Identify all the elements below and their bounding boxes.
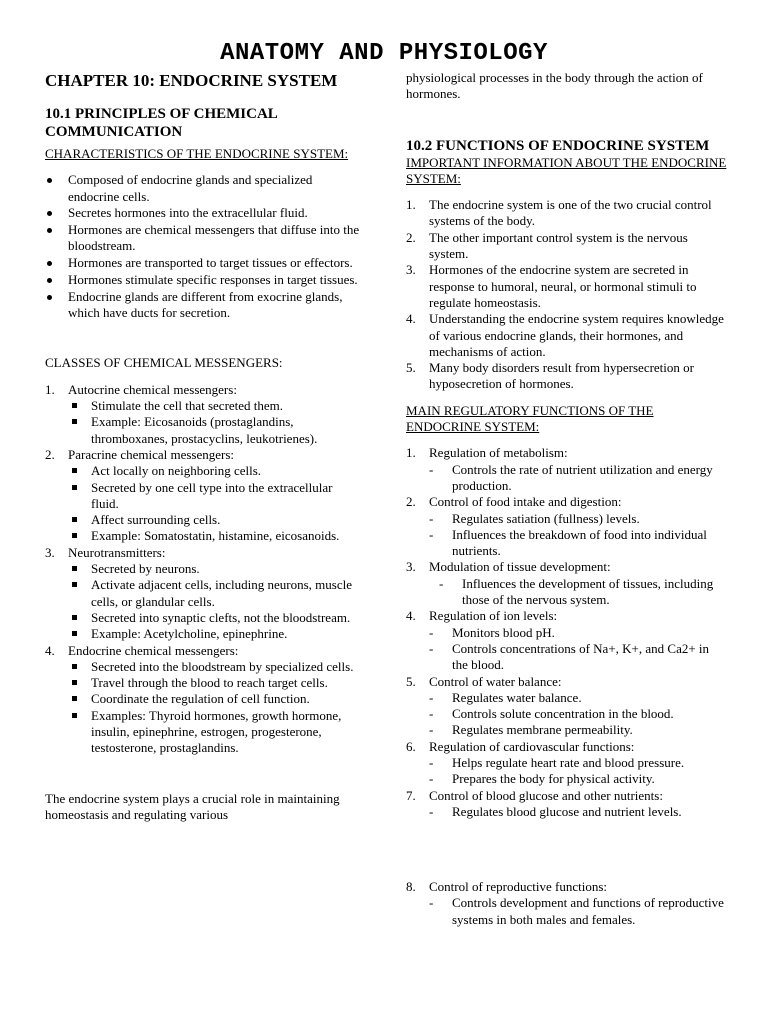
classes-list: [45, 382, 363, 757]
list-item: Endocrine glands are different from exocrine glands, which have ducts for secretion.: [45, 289, 363, 322]
sub-list: [68, 659, 363, 757]
sub-list: [429, 625, 728, 674]
list-item: [406, 197, 728, 230]
item-label: Control of reproductive functions:: [429, 879, 607, 895]
list-item: Secretes hormones into the extracellular fluid.: [45, 205, 363, 221]
regulatory-functions-list: [406, 445, 728, 928]
section-heading-10-2: 10.2 FUNCTIONS OF ENDOCRINE SYSTEM: [406, 137, 710, 154]
list-item: [406, 739, 728, 788]
sub-item: Travel through the blood to reach target cells.: [68, 675, 363, 691]
list-item: Hormones are chemical messengers that diffuse into the bloodstream.: [45, 222, 363, 255]
sub-item: Example: Somatostatin, histamine, eicosanoids.: [68, 528, 363, 544]
left-column: [45, 70, 363, 823]
sub-item: - Regulates blood glucose and nutrient levels.: [429, 804, 728, 820]
document-title: ANATOMY AND PHYSIOLOGY: [220, 40, 548, 67]
item-number: 3.: [406, 262, 416, 278]
chapter-title: CHAPTER 10: ENDOCRINE SYSTEM: [45, 71, 338, 90]
item-number: 5.: [406, 673, 416, 689]
sub-item: Example: Acetylcholine, epinephrine.: [68, 626, 363, 642]
item-label: Control of water balance:: [429, 673, 562, 689]
section-heading-10-1: 10.1 PRINCIPLES OF CHEMICAL COMMUNICATION: [45, 106, 277, 140]
sub-item: Secreted into synaptic clefts, not the bloodstream.: [68, 610, 363, 626]
item-number: 7.: [406, 787, 416, 803]
list-item: [406, 879, 728, 928]
sub-list: [429, 690, 728, 739]
sub-list: [429, 462, 728, 495]
list-item: [406, 445, 728, 494]
sub-item: - Helps regulate heart rate and blood pressure.: [429, 755, 728, 771]
item-number: 1.: [406, 445, 416, 461]
item-label: Endocrine chemical messengers:: [68, 642, 239, 658]
sub-item: Affect surrounding cells.: [68, 512, 363, 528]
important-info-list: [406, 197, 728, 393]
closing-paragraph-part1: The endocrine system plays a crucial role in maintaining homeostasis and regulating various: [45, 790, 340, 822]
sub-item: - Regulates satiation (fullness) levels.: [429, 511, 728, 527]
characteristics-list: [45, 172, 363, 321]
item-label: Regulation of metabolism:: [429, 445, 568, 461]
sub-item: Secreted by neurons.: [68, 561, 363, 577]
item-number: 1.: [406, 197, 416, 213]
item-text: Many body disorders result from hypersecretion or hyposecretion of hormones.: [429, 360, 694, 392]
list-item: [45, 447, 363, 545]
sub-item: - Monitors blood pH.: [429, 625, 728, 641]
sub-item: Coordinate the regulation of cell function.: [68, 691, 363, 707]
item-text: The endocrine system is one of the two crucial control systems of the body.: [429, 197, 712, 229]
list-item: [406, 360, 728, 393]
item-number: 2.: [45, 446, 55, 462]
item-label: Modulation of tissue development:: [429, 559, 611, 575]
closing-paragraph-part2: physiological processes in the body through the action of hormones.: [406, 70, 703, 102]
item-label: Control of food intake and digestion:: [429, 494, 622, 510]
sub-list: [68, 561, 363, 642]
item-number: 4.: [406, 608, 416, 624]
item-number: 8.: [406, 879, 416, 895]
sub-item: - Influences the development of tissues, including those of the nervous system.: [429, 576, 728, 609]
sub-list: [429, 755, 728, 788]
sub-item: - Controls concentrations of Na+, K+, and Ca2+ in the blood.: [429, 641, 728, 674]
list-item: Hormones are transported to target tissues or effectors.: [45, 255, 363, 271]
sub-item: Example: Eicosanoids (prostaglandins, thromboxanes, prostacyclins, leukotrienes).: [68, 414, 363, 447]
list-item: [406, 559, 728, 608]
item-label: Control of blood glucose and other nutrients:: [429, 787, 663, 803]
list-item: [406, 674, 728, 739]
sub-item: - Regulates water balance.: [429, 690, 728, 706]
list-item: [406, 494, 728, 559]
list-item: [45, 643, 363, 757]
item-number: 6.: [406, 738, 416, 754]
list-item: Composed of endocrine glands and specialized endocrine cells.: [45, 172, 363, 205]
sub-list: [68, 463, 363, 544]
list-item: Hormones stimulate specific responses in target tissues.: [45, 272, 363, 288]
list-item: [45, 545, 363, 643]
item-label: Autocrine chemical messengers:: [68, 381, 237, 397]
item-label: Regulation of ion levels:: [429, 608, 558, 624]
sub-list: [429, 895, 728, 928]
item-number: 3.: [406, 559, 416, 575]
sub-item: - Controls development and functions of reproductive systems in both males and females.: [429, 895, 728, 928]
right-column: [406, 70, 728, 928]
sub-item: - Controls the rate of nutrient utilization and energy production.: [429, 462, 728, 495]
item-number: 5.: [406, 360, 416, 376]
sub-list: [429, 804, 728, 820]
sub-item: - Prepares the body for physical activity.: [429, 771, 728, 787]
item-number: 2.: [406, 229, 416, 245]
important-info-heading: IMPORTANT INFORMATION ABOUT THE ENDOCRINE SYSTEM:: [406, 154, 727, 186]
sub-item: Examples: Thyroid hormones, growth hormone, insulin, epinephrine, estrogen, progesterone, testosterone, prostaglandins.: [68, 708, 363, 757]
classes-heading: CLASSES OF CHEMICAL MESSENGERS:: [45, 355, 283, 371]
item-label: Paracrine chemical messengers:: [68, 446, 235, 462]
sub-item: Stimulate the cell that secreted them.: [68, 398, 363, 414]
characteristics-heading: CHARACTERISTICS OF THE ENDOCRINE SYSTEM:: [45, 146, 349, 161]
sub-item: Act locally on neighboring cells.: [68, 463, 363, 479]
list-item: [406, 230, 728, 263]
sub-item: - Controls solute concentration in the blood.: [429, 706, 728, 722]
item-label: Regulation of cardiovascular functions:: [429, 738, 635, 754]
item-number: 2.: [406, 494, 416, 510]
item-number: 3.: [45, 544, 55, 560]
sub-list: [429, 511, 728, 560]
item-text: Understanding the endocrine system requires knowledge of various endocrine glands, their hormones, and mechanisms of action.: [429, 311, 724, 359]
list-item: [406, 788, 728, 821]
list-item: [406, 262, 728, 311]
item-label: Neurotransmitters:: [68, 544, 166, 560]
list-item: [406, 608, 728, 673]
sub-item: Secreted by one cell type into the extracellular fluid.: [68, 480, 363, 513]
item-text: The other important control system is the nervous system.: [429, 229, 688, 262]
item-number: 4.: [45, 642, 55, 658]
item-number: 4.: [406, 311, 416, 327]
list-item: [406, 311, 728, 360]
item-text: Hormones of the endocrine system are secreted in response to humoral, neural, or hormonal stimuli to regulate homeostasis.: [429, 262, 697, 310]
item-number: 1.: [45, 381, 55, 397]
regulatory-functions-heading: MAIN REGULATORY FUNCTIONS OF THE ENDOCRINE SYSTEM:: [406, 402, 654, 435]
sub-item: - Influences the breakdown of food into individual nutrients.: [429, 527, 728, 560]
sub-item: - Regulates membrane permeability.: [429, 722, 728, 738]
sub-list: [429, 576, 728, 609]
sub-list: [68, 398, 363, 447]
sub-item: Activate adjacent cells, including neurons, muscle cells, or glandular cells.: [68, 577, 363, 610]
sub-item: Secreted into the bloodstream by specialized cells.: [68, 659, 363, 675]
list-item: [45, 382, 363, 447]
